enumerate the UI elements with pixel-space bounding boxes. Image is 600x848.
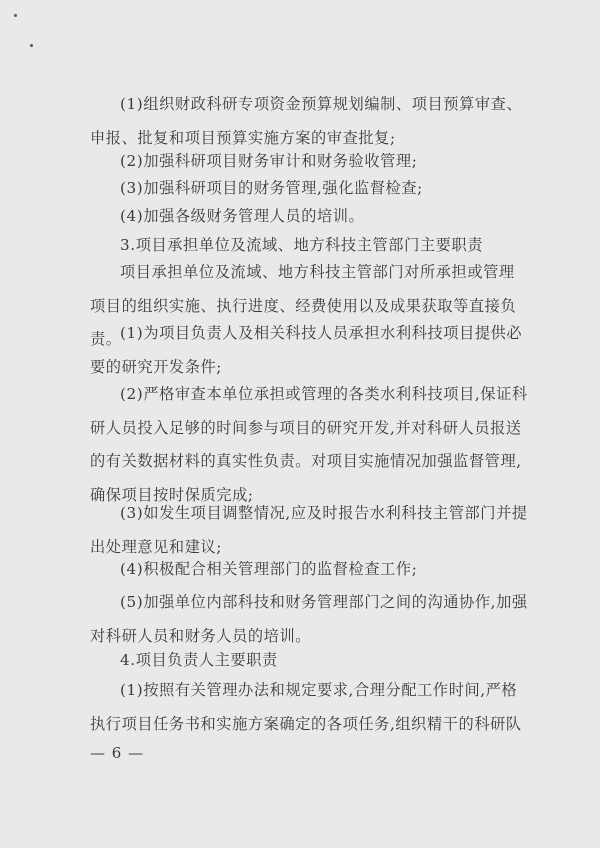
paragraph: (3)加强科研项目的财务管理,强化监督检查;	[120, 179, 423, 197]
paragraph: (4)积极配合相关管理部门的监督检查工作;	[120, 560, 418, 578]
scan-mark	[14, 14, 17, 17]
paragraph: (2)加强科研项目财务审计和财务验收管理;	[120, 152, 418, 170]
section-heading: 4.项目负责人主要职责	[120, 651, 278, 669]
scan-mark	[30, 44, 33, 47]
paragraph: (4)加强各级财务管理人员的培训。	[120, 207, 365, 225]
paragraph: (5)加强单位内部科技和财务管理部门之间的沟通协作,加强对科研人员和财务人员的培训。	[90, 593, 528, 645]
paragraph: (1)为项目负责人及相关科技人员承担水利科技项目提供必要的研究开发条件;	[90, 324, 523, 376]
paragraph: 项目承担单位及流域、地方科技主管部门对所承担或管理项目的组织实施、执行进度、经费使用以及成果获取等直接负责。	[90, 263, 517, 349]
paragraph: (2)严格审查本单位承担或管理的各类水利科技项目,保证科研人员投入足够的时间参与项目的研究开发,并对科研人员报送的有关数据材料的真实性负责。对项目实施情况加强监督管理,确保项目按时保质完成;	[90, 385, 528, 504]
page-number: — 6 —	[90, 744, 145, 762]
paragraph: (3)如发生项目调整情况,应及时报告水利科技主管部门并提出处理意见和建议;	[90, 504, 528, 556]
paragraph: (1)按照有关管理办法和规定要求,合理分配工作时间,严格执行项目任务书和实施方案确定的各项任务,组织精干的科研队	[90, 681, 522, 733]
section-heading: 3.项目承担单位及流域、地方科技主管部门主要职责	[120, 236, 484, 254]
paragraph: (1)组织财政科研专项资金预算规划编制、项目预算审查、申报、批复和项目预算实施方案的审查批复;	[90, 95, 523, 147]
